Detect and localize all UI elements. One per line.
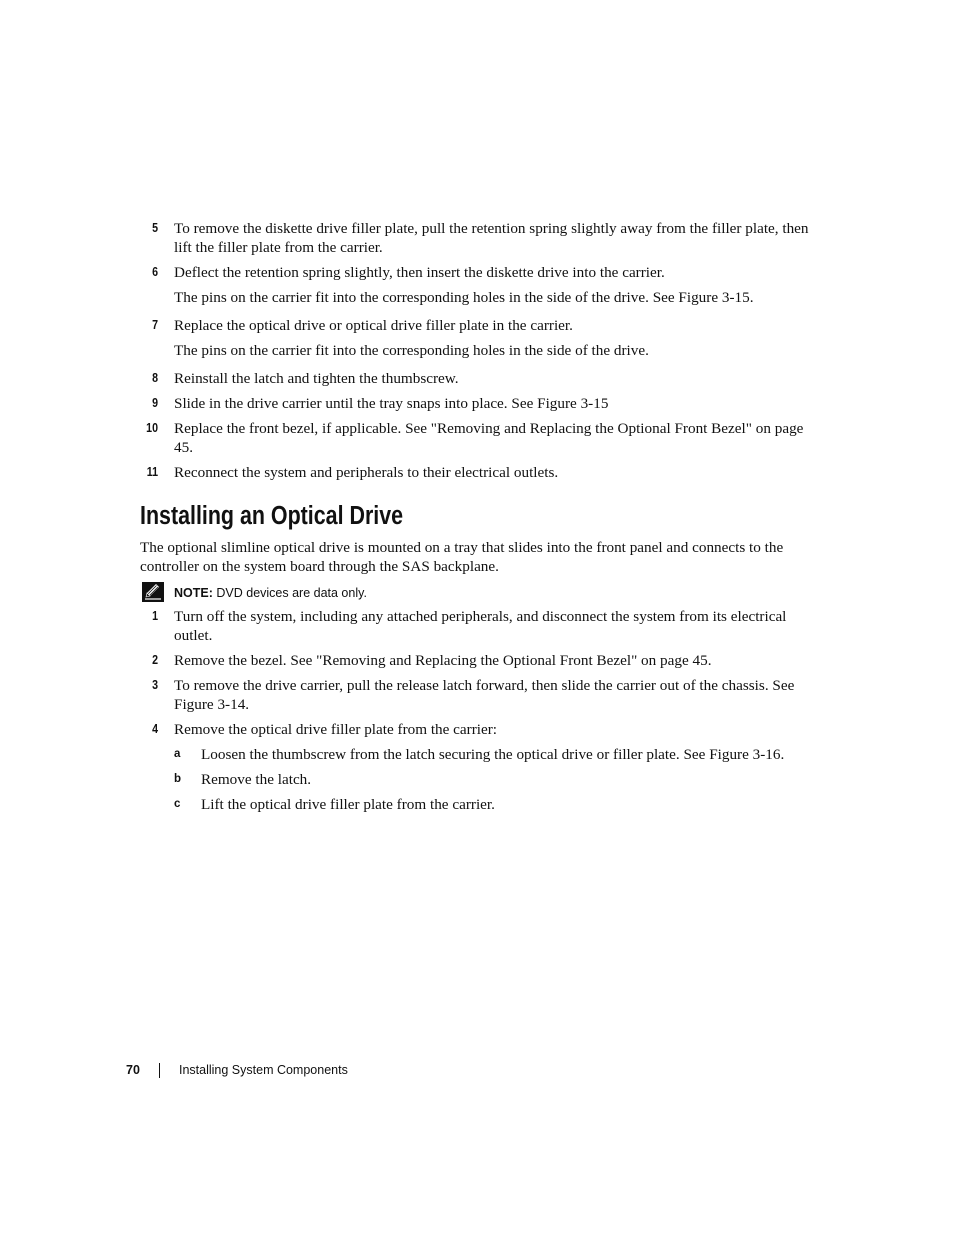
step-number: 7 — [152, 318, 158, 332]
footer-section-title: Installing System Components — [179, 1063, 348, 1077]
step-number: 5 — [152, 221, 158, 235]
step-6-note: The pins on the carrier fit into the corresponding holes in the side of the drive. See Figure 3-15. — [174, 289, 754, 306]
substep-letter: c — [174, 798, 181, 810]
section-heading: Installing an Optical Drive — [140, 502, 404, 530]
step-number: 2 — [152, 653, 158, 667]
step-text: To remove the drive carrier, pull the release latch forward, then slide the carrier out of the chassis. See Figure 3-14. — [174, 677, 795, 713]
note-text — [174, 584, 367, 602]
step-text: Turn off the system, including any attached peripherals, and disconnect the system from its electrical outlet. — [174, 608, 787, 644]
step-text: Slide in the drive carrier until the tray snaps into place. See Figure 3-15 — [174, 395, 609, 412]
step-7-note: The pins on the carrier fit into the corresponding holes in the side of the drive. — [174, 342, 649, 359]
step-text: To remove the diskette drive filler plate, pull the retention spring slightly away from the filler plate, then lift the filler plate from the carrier. — [174, 220, 809, 256]
substep-letter: a — [174, 748, 181, 760]
step-text: Reinstall the latch and tighten the thumbscrew. — [174, 370, 459, 387]
substep-text: Remove the latch. — [201, 771, 312, 788]
page-footer — [0, 1061, 954, 1081]
step-number: 9 — [152, 396, 158, 410]
step-text: Remove the bezel. See "Removing and Replacing the Optional Front Bezel" on page 45. — [174, 652, 712, 669]
step-text: Replace the optical drive or optical drive filler plate in the carrier. — [174, 317, 573, 334]
step-text: Deflect the retention spring slightly, then insert the diskette drive into the carrier. — [174, 264, 665, 281]
note-pencil-icon — [142, 582, 164, 602]
step-number: 8 — [152, 371, 158, 385]
step-number: 10 — [146, 421, 158, 435]
page-number: 70 — [126, 1063, 140, 1077]
note-label: NOTE: — [174, 586, 213, 600]
step-number: 11 — [146, 465, 158, 479]
step-number: 3 — [152, 678, 158, 692]
note-body: DVD devices are data only. — [216, 586, 367, 600]
step-number: 1 — [152, 609, 158, 623]
substep-text: Lift the optical drive filler plate from the carrier. — [201, 796, 495, 813]
footer-divider — [159, 1063, 160, 1078]
note-callout — [140, 582, 740, 604]
step-number: 4 — [152, 722, 158, 736]
section-intro: The optional slimline optical drive is mounted on a tray that slides into the front panel and connects to the controller on the system board through the SAS backplane. — [140, 539, 784, 575]
step-text: Reconnect the system and peripherals to their electrical outlets. — [174, 464, 559, 481]
substep-text: Loosen the thumbscrew from the latch securing the optical drive or filler plate. See Figure 3-16. — [201, 746, 785, 763]
step-number: 6 — [152, 265, 158, 279]
substep-letter: b — [174, 773, 182, 785]
step-text: Remove the optical drive filler plate from the carrier: — [174, 721, 498, 738]
step-text: Replace the front bezel, if applicable. See "Removing and Replacing the Optional Front Bezel" on page 45. — [174, 420, 804, 456]
